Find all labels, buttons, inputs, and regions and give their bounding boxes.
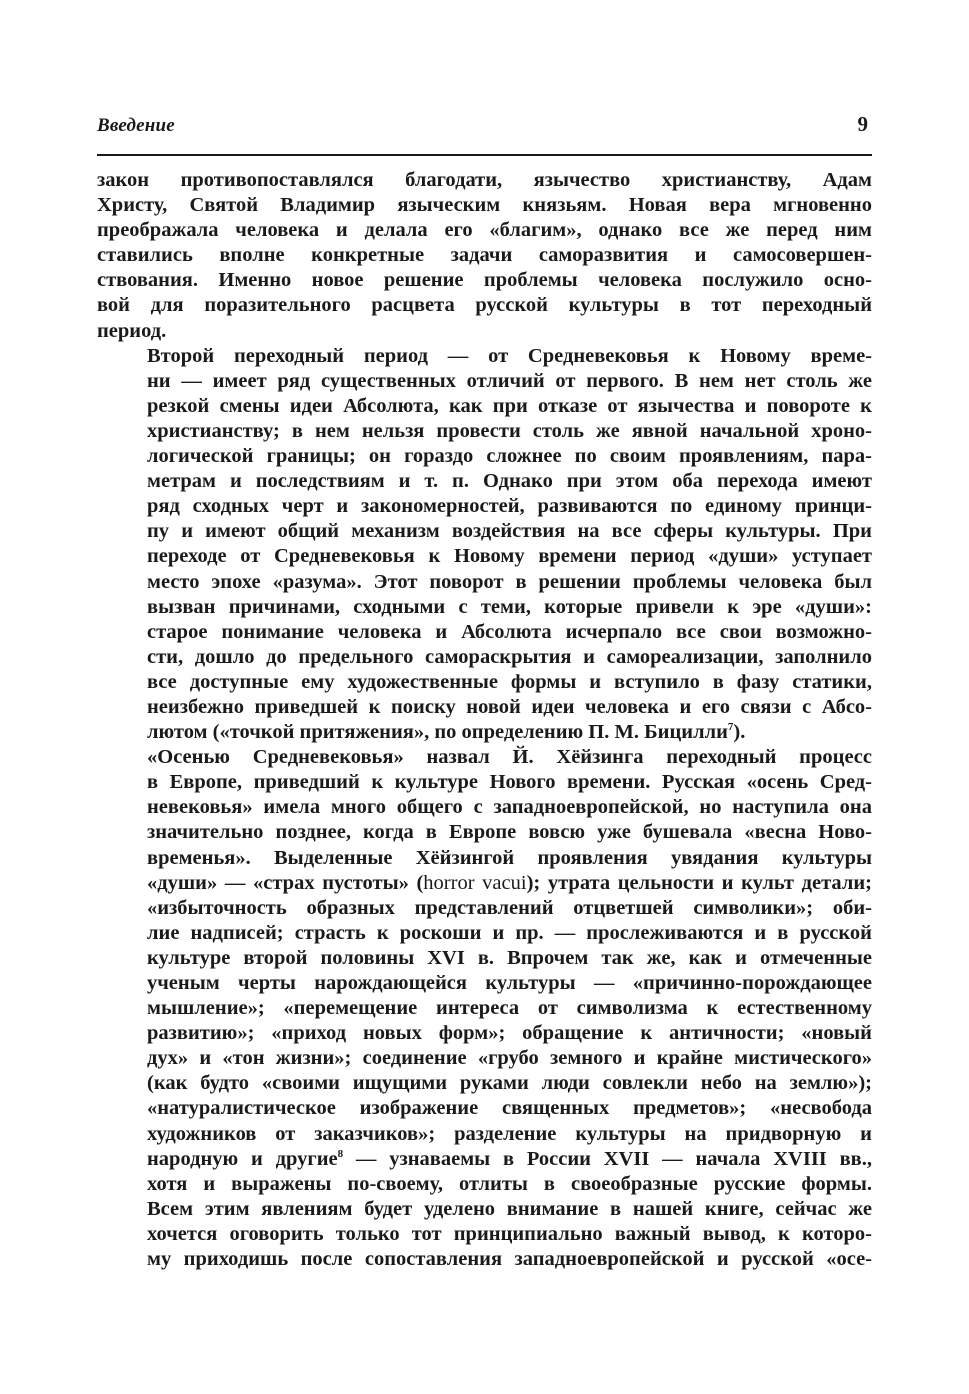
text-line: пу и имеют общий механизм воздействия на все сферы культуры. При — [147, 520, 872, 543]
text-line: дух» и «тон жизни»; соединение «грубо земного и крайне мистического» — [147, 1047, 872, 1070]
text-line: хочется оговорить только тот принципиально важный вывод, к которо- — [147, 1222, 872, 1245]
text-line: ствования. Именно новое решение проблемы человека послужило осно- — [97, 269, 872, 292]
text-line: Второй переходный период — от Средневековья к Новому време- — [147, 344, 872, 367]
text-fragment: лютом («точкой притяжения», по определению П. М. Бицилли — [147, 721, 728, 744]
text-line: Всем этим явлениям будет уделено внимание в нашей книге, сейчас же — [147, 1197, 872, 1220]
text-line: закон противопоставлялся благодати, язычество христианству, Адам — [97, 169, 872, 191]
text-line: в Европе, приведший к культуре Нового времени. Русская «осень Сред- — [147, 771, 872, 794]
text-line: все доступные ему художественные формы и вступило в фазу статики, — [147, 670, 872, 693]
text-line: метрам и последствиям и т. п. Однако при этом оба перехода имеют — [147, 470, 872, 493]
footnote-marker: 7 — [727, 721, 734, 734]
text-line: ни — имеет ряд существенных отличий от первого. В нем нет столь же — [147, 369, 872, 392]
text-line: ряд сходных черт и закономерностей, развиваются по единому принци- — [147, 495, 872, 518]
text-fragment: народную и другие — [147, 1147, 338, 1170]
text-line: значительно позднее, когда в Европе вовсю уже бушевала «весна Ново- — [147, 821, 872, 844]
running-head — [97, 112, 872, 146]
body-text — [97, 168, 872, 1272]
text-fragment: «души» — «страх пустоты» ( — [147, 871, 424, 894]
text-line: Христу, Святой Владимир языческим князьям. Новая вера мгновенно — [97, 194, 872, 217]
text-line: му приходишь после сопоставления западноевропейской и русской «осе- — [147, 1248, 872, 1271]
text-line: ставились вполне конкретные задачи саморазвития и самосовершен- — [97, 244, 872, 267]
text-line: «избыточность образных представлений отцветшей символики»; оби- — [147, 896, 872, 919]
text-line: старое понимание человека и Абсолюта исчерпало все свои возможно- — [147, 620, 872, 643]
text-line: невековья» имела много общего с западноевропейской, но наступила она — [147, 796, 872, 819]
section-title: Введение — [97, 115, 175, 136]
text-line: ученым черты нарождающейся культуры — «причинно-порождающее — [147, 972, 872, 994]
text-line: период. — [97, 319, 167, 342]
latin-phrase: horror vacui — [423, 871, 527, 894]
text-line: развитию»; «приход новых форм»; обращение к античности; «новый — [147, 1022, 872, 1045]
page-number: 9 — [857, 112, 868, 136]
text-fragment: ). — [733, 721, 746, 744]
text-fragment: ); утрата цельности и культ детали; — [526, 871, 872, 894]
book-page — [97, 112, 872, 1272]
text-line: вой для поразительного расцвета русской культуры в тот переходный — [97, 294, 872, 317]
text-line: преображала человека и делала его «благим», однако все же перед ним — [97, 219, 872, 242]
paragraph-2 — [97, 344, 872, 746]
text-line: «Осенью Средневековья» назвал Й. Хёйзинга переходный процесс — [147, 746, 872, 769]
paragraph-1 — [97, 168, 872, 344]
text-line: резкой смены идеи Абсолюта, как при отказе от язычества и повороте к — [147, 394, 872, 417]
text-line: «натуралистическое изображение священных предметов»; «несвобода — [147, 1097, 872, 1120]
text-line: переходе от Средневековья к Новому времени период «души» уступает — [147, 545, 872, 568]
text-line: мышление»; «перемещение интереса от символизма к естественному — [147, 997, 872, 1020]
paragraph-3 — [97, 745, 872, 1272]
text-line — [97, 720, 872, 745]
text-line: (как будто «своими ищущими руками люди совлекли небо на землю»); — [147, 1072, 872, 1095]
text-line — [97, 1147, 872, 1172]
text-line — [97, 871, 872, 896]
text-line: лие надписей; страсть к роскоши и пр. — прослеживаются и в русской — [147, 921, 872, 944]
text-line: временья». Выделенные Хёйзингой проявления увядания культуры — [147, 846, 872, 869]
text-fragment: — узнаваемы в России XVII — начала XVIII вв., — [343, 1147, 872, 1170]
text-line: художников от заказчиков»; разделение культуры на придворную и — [147, 1122, 872, 1145]
text-line: вызван причинами, сходными с теми, которые привели к эре «души»: — [147, 595, 872, 618]
text-line: христианству; в нем нельзя провести столь же явной начальной хроно- — [147, 419, 872, 442]
footnote-marker: 8 — [337, 1147, 344, 1160]
header-rule — [97, 154, 872, 156]
text-line: место эпохе «разума». Этот поворот в решении проблемы человека был — [147, 570, 872, 593]
text-line: культуре второй половины XVI в. Впрочем так же, как и отмеченные — [147, 946, 872, 969]
text-line: хотя и выражены по-своему, отлиты в своеобразные русские формы. — [147, 1172, 872, 1195]
text-line: неизбежно приведшей к поиску новой идеи человека и его связи с Абсо- — [147, 695, 872, 718]
text-line: логической границы; он гораздо сложнее по своим проявлениям, пара- — [147, 445, 872, 468]
text-line: сти, дошло до предельного самораскрытия и самореализации, заполнило — [147, 645, 872, 668]
